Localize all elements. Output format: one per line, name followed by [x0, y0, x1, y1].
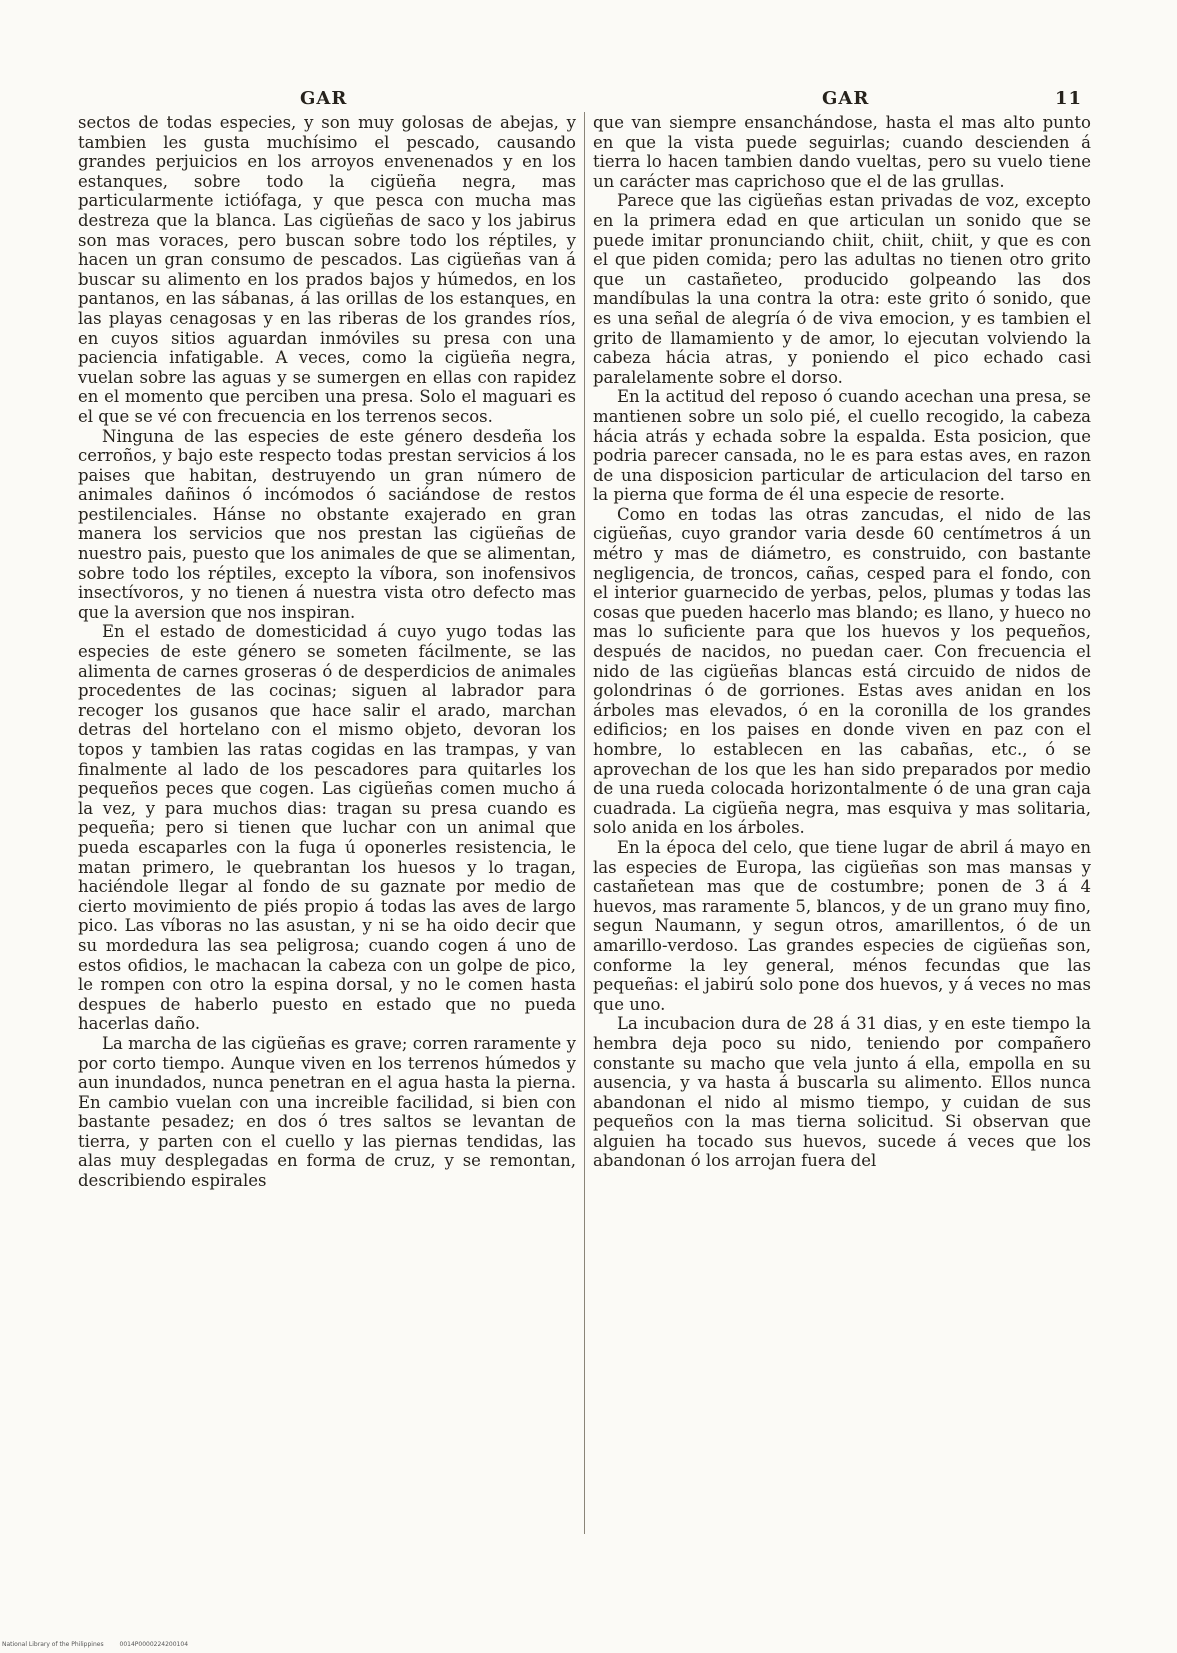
left-column: [78, 113, 576, 1191]
column-divider: [584, 112, 585, 1534]
footer-record-id: 0014P0000224200104: [119, 1641, 189, 1648]
scan-footer: [2, 1641, 202, 1648]
page-number: 11: [1055, 88, 1083, 109]
paragraph: que van siempre ensanchándose, hasta el mas alto punto en que la vista puede seguirlas; cuando descienden á tierra lo hacen tambien dando vueltas, pero su vuelo tiene un carácter mas caprichoso que el de las grullas.: [593, 113, 1091, 191]
paragraph: sectos de todas especies, y son muy golosas de abejas, y tambien les gusta muchísimo el pescado, causando grandes perjuicios en los arroyos envenenados y en los estanques, sobre todo la cigüeña negra, mas particularmente ictiófaga, y que pesca con mucha mas destreza que la blanca. Las cigüeñas de saco y los jabirus son mas voraces, pero buscan sobre todo los réptiles, y hacen un gran consumo de pescados. Las cigüeñas van á buscar su alimento en los prados bajos y húmedos, en los pantanos, en las sábanas, á las orillas de los estanques, en las playas cenagosas y en las riberas de los grandes ríos, en cuyos sitios aguardan inmóviles su presa con una paciencia infatigable. A veces, como la cigüeña negra, vuelan sobre las aguas y se sumergen en ellas con rapidez en el momento que perciben una presa. Solo el maguari es el que se vé con frecuencia en los terrenos secos.: [78, 113, 576, 426]
right-column: [593, 113, 1091, 1171]
paragraph: Parece que las cigüeñas estan privadas de voz, excepto en la primera edad en que articulan un sonido que se puede imitar pronunciando chiit, chiit, chiit, y que es con el que piden comida; pero las adultas no tienen otro grito que un castañeteo, producido golpeando las dos mandíbulas la una contra la otra: este grito ó sonido, que es una señal de alegría ó de viva emocion, y es tambien el grito de llamamiento y de amor, lo ejecutan volviendo la cabeza hácia atras, y poniendo el pico echado casi paralelamente sobre el dorso.: [593, 191, 1091, 387]
paragraph: Ninguna de las especies de este género desdeña los cerroños, y bajo este respecto todas prestan servicios á los paises que habitan, destruyendo un gran número de animales dañinos ó incómodos ó saciándose de restos pestilenciales. Hánse no obstante exajerado en gran manera los servicios que nos prestan las cigüeñas de nuestro pais, puesto que los animales de que se alimentan, sobre todo los réptiles, excepto la víbora, son inofensivos insectívoros, y no tienen á nuestra vista otro defecto mas que la aversion que nos inspiran.: [78, 426, 576, 622]
paragraph: En la actitud del reposo ó cuando acechan una presa, se mantienen sobre un solo pié, el cuello recogido, la cabeza hácia atrás y echada sobre la espalda. Esta posicion, que podria parecer cansada, no le es para estas aves, en razon de una disposicion particular de articulacion del tarso en la pierna que forma de él una especie de resorte.: [593, 387, 1091, 505]
paragraph: En el estado de domesticidad á cuyo yugo todas las especies de este género se someten fácilmente, se las alimenta de carnes groseras ó de desperdicios de animales procedentes de las cocinas; siguen al labrador para recoger los gusanos que hace salir el arado, marchan detras del hortelano con el mismo objeto, devoran los topos y tambien las ratas cogidas en las trampas, y van finalmente al lado de los pescadores para quitarles los pequeños peces que cogen. Las cigüeñas comen mucho á la vez, y para muchos dias: tragan su presa cuando es pequeña; pero si tienen que luchar con un animal que pueda escaparles con la fuga ú oponerles resistencia, le matan primero, le quebrantan los huesos y lo tragan, haciéndole llegar al fondo de su gaznate por medio de cierto movimiento de piés propio á todas las aves de largo pico. Las víboras no las asustan, y ni se ha oido decir que su mordedura las sea peligrosa; cuando cogen á uno de estos ofidios, le machacan la cabeza con un golpe de pico, le rompen con otro la espina dorsal, y no le comen hasta despues de haberlo puesto en estado que no pueda hacerlas daño.: [78, 622, 576, 1034]
paragraph: En la época del celo, que tiene lugar de abril á mayo en las especies de Europa, las cigüeñas son mas mansas y castañetean mas que de costumbre; ponen de 3 á 4 huevos, mas raramente 5, blancos, y de un grano muy fino, segun Naumann, y segun otros, amarillentos, ó de un amarillo-verdoso. Las grandes especies de cigüeñas son, conforme la ley general, ménos fecundas que las pequeñas: el jabirú solo pone dos huevos, y á veces no mas que uno.: [593, 837, 1091, 1014]
paragraph: La marcha de las cigüeñas es grave; corren raramente y por corto tiempo. Aunque viven en los terrenos húmedos y aun inundados, nunca penetran en el agua hasta la pierna. En cambio vuelan con una increible facilidad, si bien con bastante pesadez; en dos ó tres saltos se levantan de tierra, y parten con el cuello y las piernas tendidas, las alas muy desplegadas en forma de cruz, y se remontan, describiendo espirales: [78, 1033, 576, 1191]
running-header-right: GAR: [822, 88, 870, 109]
paragraph: Como en todas las otras zancudas, el nido de las cigüeñas, cuyo grandor varia desde 60 centímetros á un métro y mas de diámetro, es construido, con bastante negligencia, de troncos, cañas, cesped para el fondo, con el interior guarnecido de yerbas, pelos, plumas y todas las cosas que pueden hacerlo mas blando; es llano, y hueco no mas lo suficiente para que los huevos y los pequeños, después de nacidos, no puedan caer. Con frecuencia el nido de las cigüeñas blancas está circuido de nidos de golondrinas ó de gorriones. Estas aves anidan en los árboles mas elevados, ó en la coronilla de los grandes edificios; en los paises en donde viven en paz con el hombre, lo establecen en las cabañas, etc., ó se aprovechan de los que les han sido preparados por medio de una rueda colocada horizontalmente ó de una gran caja cuadrada. La cigüeña negra, mas esquiva y mas solitaria, solo anida en los árboles.: [593, 504, 1091, 838]
running-header-left: GAR: [300, 88, 348, 109]
paragraph: La incubacion dura de 28 á 31 dias, y en este tiempo la hembra deja poco su nido, teniendo por compañero constante su macho que vela junto á ella, empolla en su ausencia, y va hasta á buscarla su alimento. Ellos nunca abandonan el nido al mismo tiempo, y cuidan de sus pequeños con la mas tierna solicitud. Si observan que alguien ha tocado sus huevos, sucede á veces que los abandonan ó los arrojan fuera del: [593, 1014, 1091, 1171]
footer-library: National Library of the Philippines: [2, 1641, 104, 1648]
